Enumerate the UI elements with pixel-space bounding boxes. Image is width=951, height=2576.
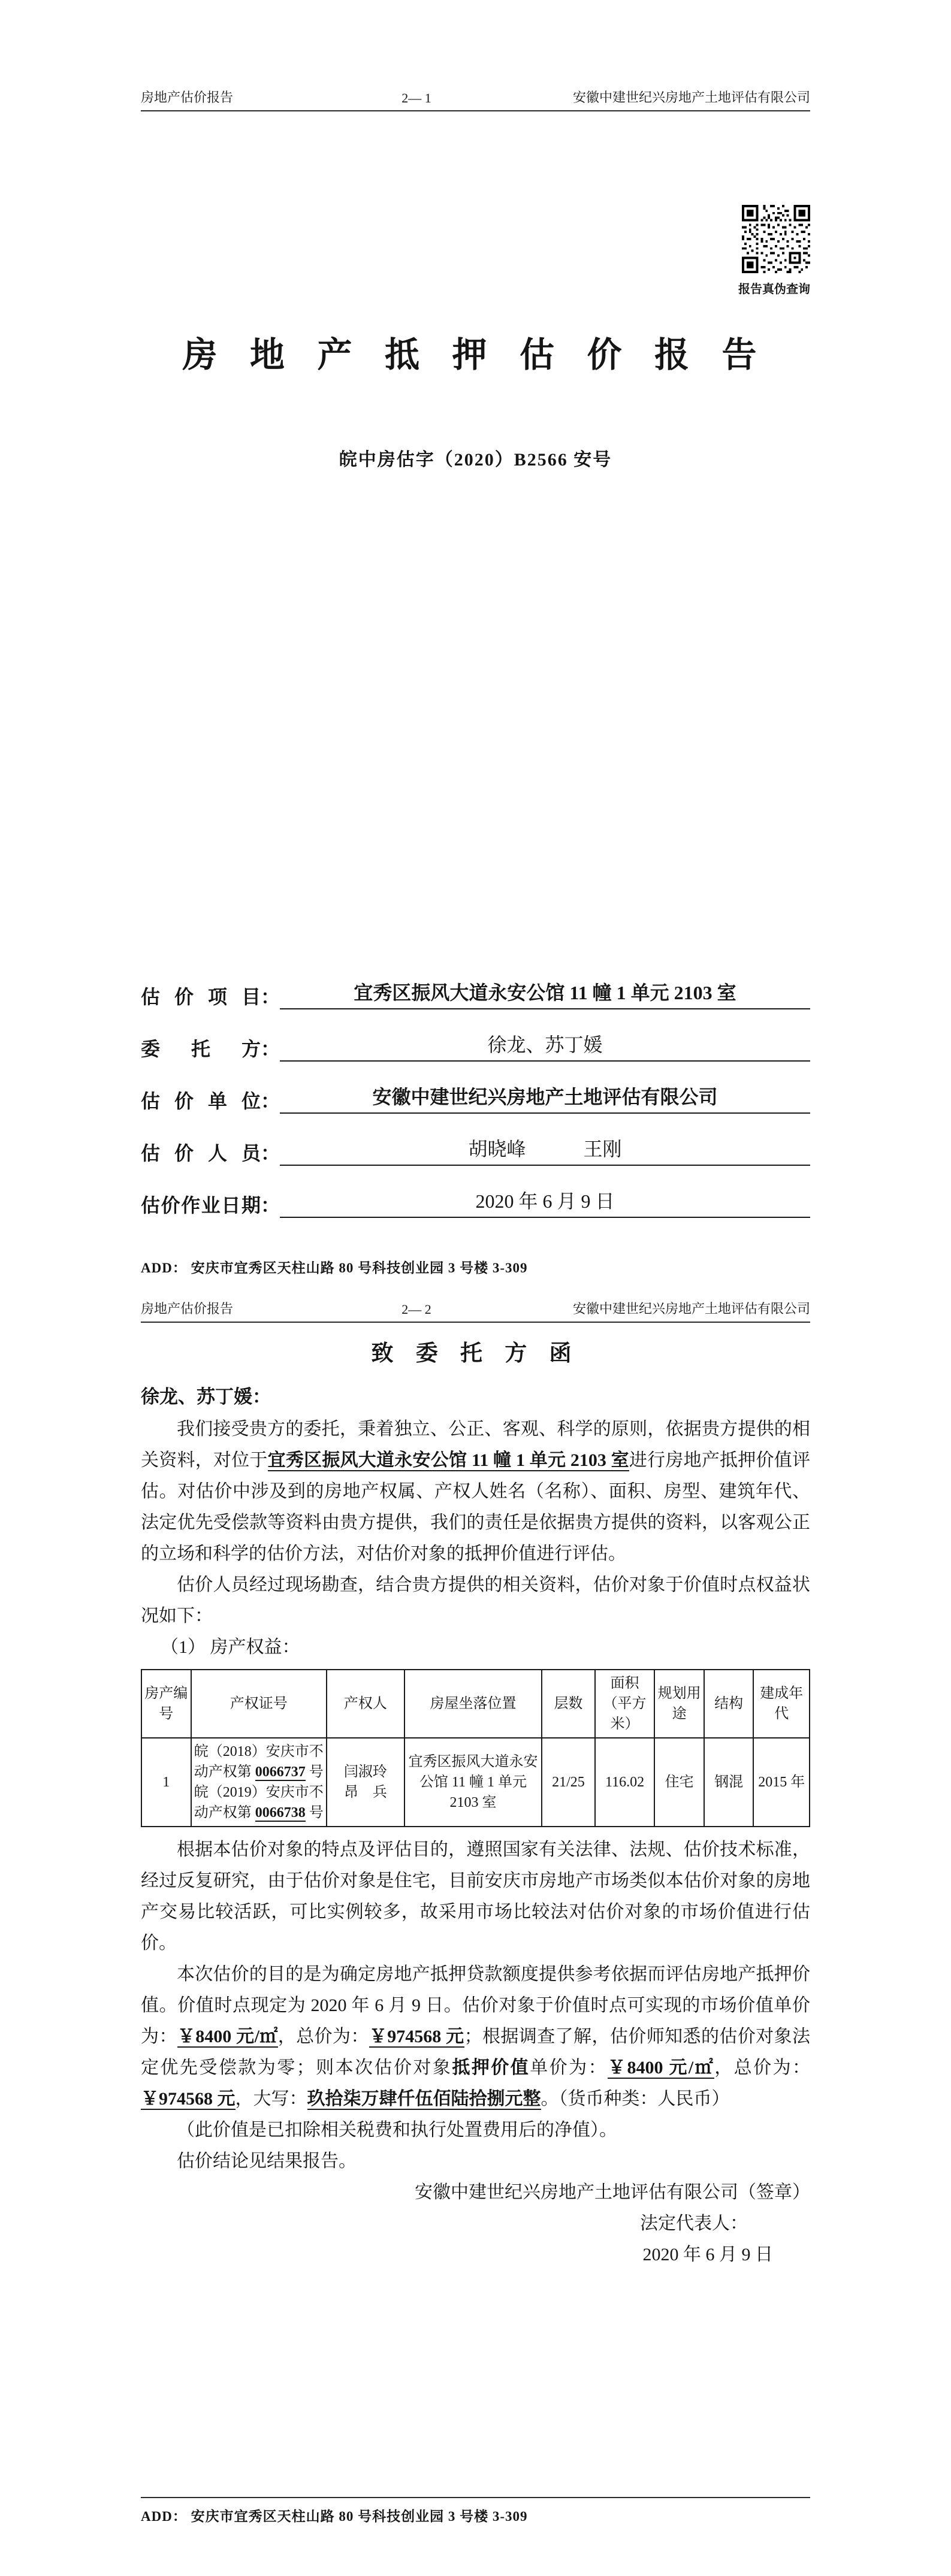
col-header-structure: 结构 (704, 1670, 754, 1738)
valuation-text-1: 本次估价的目的是为确定房地产抵押贷款额度提供参考依据而评估房地产抵押价值。价值时点现定为 2020 年 6 月 9 日。估价对象于价值时点可实现的市场价值单价为： (141, 1964, 810, 2046)
valuation-text-2: ，总价为： (277, 2027, 369, 2046)
qr-caption: 报告真伪查询 (738, 283, 810, 296)
form-value-appraisers: 胡晓峰 王刚 (280, 1134, 810, 1166)
cover-form (141, 957, 810, 1218)
cell-cert-no (191, 1738, 327, 1827)
form-colon: ： (261, 1090, 280, 1112)
report-doc-number: 皖中房估字（2020）B2566 安号 (339, 450, 612, 470)
owner-name-2: 昂 兵 (343, 1785, 387, 1800)
cert1-prefix: 皖（2018）安庆市不动产权第 (194, 1744, 324, 1780)
form-row-appraisers (141, 1114, 810, 1166)
cell-structure: 钢混 (704, 1738, 754, 1827)
paragraph-conclusion-note: 估价结论见结果报告。 (177, 2151, 357, 2171)
col-header-owner: 产权人 (327, 1670, 404, 1738)
table-row (141, 1738, 810, 1827)
page2-header (141, 1299, 810, 1323)
signature-company: 安徽中建世纪兴房地产土地评估有限公司（签章） (415, 2182, 810, 2202)
cert2-suffix: 号 (305, 1805, 324, 1821)
page1-header-doc-title: 房地产估价报告 (141, 90, 234, 105)
cert-line-1 (194, 1741, 324, 1782)
paragraph-intro-text: 我们接受贵方的委托，秉着独立、公正、客观、科学的原则，依据贵方提供的相关资料，对位于 (141, 1419, 810, 1470)
valuation-text-6: ，大写： (235, 2089, 307, 2109)
market-unit-price: ￥8400 元/㎡ (177, 2027, 278, 2046)
valuation-text-7: 。（货币种类：人民币） (541, 2089, 730, 2109)
cert1-number: 0066737 (255, 1764, 306, 1780)
form-label-project: 估价项目 (141, 986, 261, 1008)
form-row-date (141, 1166, 810, 1218)
mortgage-value-label: 抵押价值 (452, 2058, 530, 2078)
cell-property-no: 1 (141, 1738, 191, 1827)
form-value-date: 2020 年 6 月 9 日 (280, 1186, 810, 1218)
valuation-text-4: 单价为： (530, 2058, 608, 2078)
paragraph-rights-heading: （1） 房产权益： (161, 1637, 300, 1657)
signature-legal-representative: 法定代表人： (640, 2214, 748, 2233)
form-row-client (141, 1009, 810, 1062)
mortgage-unit-price: ￥8400 元/㎡ (608, 2058, 715, 2078)
cell-use: 住宅 (654, 1738, 704, 1827)
cert2-prefix: 皖（2019）安庆市不动产权第 (194, 1785, 324, 1821)
cert-line-2 (194, 1782, 324, 1823)
form-colon: ： (261, 1142, 280, 1164)
cert2-number: 0066738 (255, 1805, 306, 1821)
property-rights-table (141, 1669, 810, 1827)
page2-header-page-number: 2— 2 (401, 1302, 431, 1317)
subject-property-highlight: 宜秀区振风大道永安公馆 11 幢 1 单元 2103 室 (267, 1450, 629, 1470)
page1-header-page-number: 2— 1 (401, 90, 431, 105)
col-header-area: 面积（平方米） (595, 1670, 655, 1738)
form-value-project: 宜秀区振风大道永安公馆 11 幢 1 单元 2103 室 (280, 978, 810, 1009)
paragraph-intro (141, 1414, 810, 1570)
page1-header (141, 87, 810, 111)
letter-body (141, 1414, 810, 2270)
valuation-text-5: ，总价为： (714, 2058, 811, 2078)
cell-year: 2015 年 (753, 1738, 810, 1827)
paragraph-valuation (141, 1959, 810, 2115)
form-label-client: 委托方 (141, 1038, 261, 1060)
form-colon: ： (261, 986, 280, 1008)
col-header-property-no: 房产编号 (141, 1670, 191, 1738)
form-label-agency: 估价单位 (141, 1090, 261, 1112)
paragraph-survey: 估价人员经过现场勘查，结合贵方提供的相关资料，估价对象于价值时点权益状况如下： (141, 1575, 810, 1626)
valuation-text-3: ；根据调查了解，估价师知悉的估价对象法定优先受偿款为零；则本次估价对象 (141, 2027, 811, 2078)
cell-location: 宜秀区振风大道永安公馆 11 幢 1 单元 2103 室 (404, 1738, 542, 1827)
page2-footer-address: ADD： 安庆市宜秀区天柱山路 80 号科技创业园 3 号楼 3-309 (141, 2497, 810, 2525)
page1-footer-address: ADD： 安庆市宜秀区天柱山路 80 号科技创业园 3 号楼 3-309 (141, 1260, 528, 1275)
page1-header-company: 安徽中建世纪兴房地产土地评估有限公司 (572, 90, 810, 105)
signature-date: 2020 年 6 月 9 日 (642, 2245, 773, 2264)
qr-code-icon (742, 205, 810, 273)
col-header-year: 建成年代 (753, 1670, 810, 1738)
form-value-agency: 安徽中建世纪兴房地产土地评估有限公司 (280, 1082, 810, 1114)
cell-owner (327, 1738, 404, 1827)
page2-header-company: 安徽中建世纪兴房地产土地评估有限公司 (572, 1301, 810, 1316)
paragraph-intro-text2: 进行房地产抵押价值评估。对估价中涉及到的房地产权属、产权人姓名（名称）、面积、房型、建筑年代、法定优先受偿款等资料由贵方提供，我们的责任是依据贵方提供的资料，以客观公正的立场和科学的估价方法，对估价对象的抵押价值进行评估。 (141, 1450, 810, 1564)
form-value-client: 徐龙、苏丁媛 (280, 1030, 810, 1062)
cell-floors: 21/25 (542, 1738, 595, 1827)
table-header-row (141, 1670, 810, 1738)
form-colon: ： (261, 1195, 280, 1216)
col-header-use: 规划用途 (654, 1670, 704, 1738)
col-header-location: 房屋坐落位置 (404, 1670, 542, 1738)
letter-title: 致 委 托 方 函 (371, 1341, 580, 1366)
letter-salutation: 徐龙、苏丁媛： (141, 1386, 271, 1407)
owner-name-1: 闫淑玲 (343, 1764, 387, 1780)
form-label-date: 估价作业日期 (141, 1195, 261, 1216)
form-colon: ： (261, 1038, 280, 1060)
col-header-floors: 层数 (542, 1670, 595, 1738)
form-label-appraisers: 估价人员 (141, 1142, 261, 1164)
amount-in-words: 玖拾柒万肆仟伍佰陆拾捌元整 (307, 2089, 541, 2109)
mortgage-total-price: ￥974568 元 (141, 2089, 236, 2109)
col-header-cert-no: 产权证号 (191, 1670, 327, 1738)
paragraph-method: 根据本估价对象的特点及评估目的，遵照国家有关法律、法规、估价技术标准，经过反复研究，由于估价对象是住宅，目前安庆市房地产市场类似本估价对象的房地产交易比较活跃，可比实例较多，故采用市场比较法对估价对象的市场价值进行估价。 (141, 1840, 810, 1953)
paragraph-net-value-note: （此价值是已扣除相关税费和执行处置费用后的净值）。 (177, 2120, 617, 2140)
form-row-project (141, 957, 810, 1009)
form-row-agency (141, 1062, 810, 1114)
market-total-price: ￥974568 元 (369, 2027, 464, 2046)
cell-area: 116.02 (595, 1738, 655, 1827)
page2-header-doc-title: 房地产估价报告 (141, 1301, 234, 1316)
cert1-suffix: 号 (305, 1764, 324, 1780)
report-main-title: 房 地 产 抵 押 估 价 报 告 (182, 335, 769, 374)
